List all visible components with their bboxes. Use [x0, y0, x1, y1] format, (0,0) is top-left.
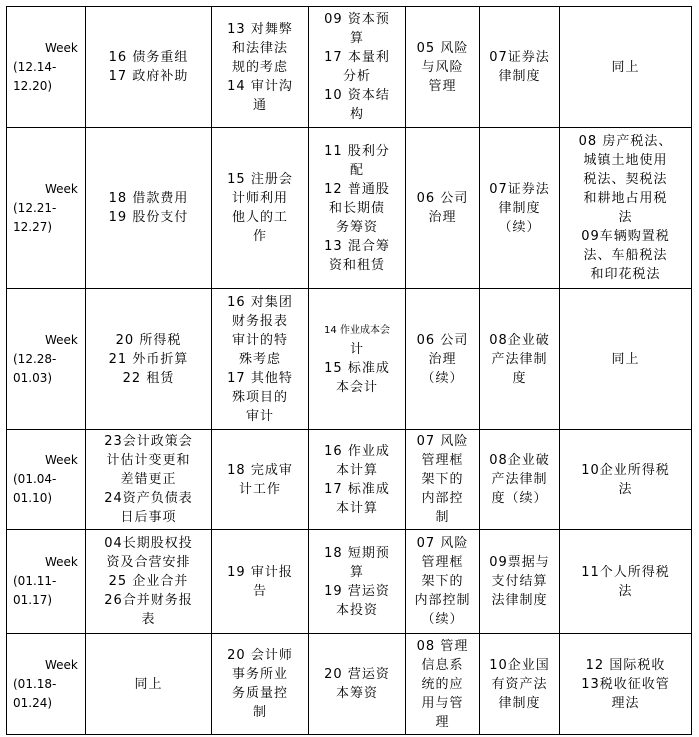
cell-financial-management — [309, 530, 406, 634]
cell-line: 财务报表 — [231, 313, 288, 329]
cell-line: 表 — [141, 612, 156, 627]
cell-accounting — [86, 289, 212, 430]
cell-line: 06 公司 — [416, 332, 469, 348]
cell-line: （续） — [498, 219, 541, 235]
cell-line: 06 公司 — [416, 191, 469, 206]
cell-line: 算 — [349, 564, 364, 580]
week-range — [13, 572, 82, 610]
cell-line: 16 对集团 — [227, 294, 293, 310]
cell-line: 05 风险 — [416, 40, 469, 56]
week-range — [13, 350, 82, 388]
cell-financial-management — [309, 7, 406, 128]
cell-line: 16 债务重组 — [108, 50, 189, 65]
cell-line: 09车辆购置税 — [581, 229, 670, 244]
cell-tax-law — [560, 430, 692, 530]
week-label: Week — [45, 453, 78, 467]
cell-line: 城镇土地使用 — [583, 153, 668, 168]
cell-line: （续） — [421, 370, 464, 386]
cell-economic-law — [480, 7, 560, 128]
cell-line: 他人的工 — [231, 210, 288, 225]
cell-strategy — [406, 128, 480, 289]
cell-line: 构 — [349, 107, 364, 122]
cell-line: 07证券法 — [489, 181, 550, 197]
cell-line: 税法、契税法 — [583, 172, 668, 187]
cell-line: 度（续） — [491, 491, 548, 506]
cell-line: 殊项目的 — [231, 389, 288, 405]
week-range-part: (12.21- — [13, 200, 57, 215]
cell-line: 15 注册会 — [227, 172, 293, 187]
cell-line: 架下的 — [421, 574, 464, 589]
cell-line: 17 其他特 — [227, 370, 293, 386]
cell-line: 17 标准成 — [324, 481, 390, 497]
cell-line: 14 审计沟 — [227, 78, 293, 94]
cell-line: 10企业国 — [489, 657, 550, 673]
cell-line: 本筹资 — [335, 686, 378, 701]
cell-line: 治理 — [428, 210, 457, 225]
week-range-part: (01.11- — [13, 574, 57, 588]
cell-line: 11 股利分 — [324, 143, 390, 159]
cell-line: 律制度 — [498, 200, 541, 216]
cell-line: 审计的特 — [231, 332, 288, 348]
week-range-part: 01.10) — [13, 491, 53, 505]
cell-economic-law — [480, 128, 560, 289]
cell-line: 审计 — [245, 408, 274, 424]
schedule-table — [6, 6, 692, 735]
cell-line: 与风险 — [421, 59, 464, 75]
cell-line: 规的考虑 — [231, 59, 288, 75]
cell-line: 务质量控 — [231, 686, 288, 701]
cell-line: 22 租赁 — [122, 370, 175, 386]
cell-line: 信息系 — [421, 657, 464, 673]
cell-line: 分析 — [342, 69, 371, 84]
cell-audit — [212, 128, 309, 289]
cell-line: 管理框 — [421, 453, 464, 468]
cell-line: 计 — [349, 342, 364, 357]
cell-economic-law — [480, 634, 560, 735]
cell-line: 08企业破 — [489, 453, 550, 468]
week-range — [13, 58, 82, 96]
cell-strategy — [406, 530, 480, 634]
cell-tax-law — [560, 634, 692, 735]
cell-line: 18 完成审 — [227, 462, 293, 478]
table-row — [7, 430, 692, 530]
week-range-part: (12.14- — [13, 59, 57, 74]
week-range — [13, 675, 82, 713]
cell-line: 19 营运资 — [324, 583, 390, 599]
cell-line: 13 混合筹 — [324, 238, 390, 254]
cell-line: 法、车船税法 — [583, 248, 668, 263]
cell-line: 日后事项 — [120, 510, 177, 525]
cell-line: 07 风险 — [416, 434, 469, 449]
cell-line: 治理 — [428, 351, 457, 367]
cell-line: 内部控 — [421, 491, 464, 506]
cell-accounting — [86, 7, 212, 128]
cell-line: 度 — [512, 370, 527, 386]
cell-line: 法律制度 — [491, 593, 548, 608]
cell-line: 20 会计师 — [227, 648, 293, 663]
cell-line: 理法 — [611, 695, 640, 711]
cell-line: 法 — [618, 481, 633, 497]
cell-line: 同上 — [611, 59, 640, 75]
cell-line: 19 股份支付 — [108, 210, 189, 225]
cell-audit — [212, 530, 309, 634]
cell-line: 算 — [349, 31, 364, 46]
cell-line: 架下的 — [421, 472, 464, 487]
cell-line: 支付结算 — [491, 574, 548, 589]
cell-line: 本计算 — [335, 500, 378, 516]
cell-financial-management — [309, 634, 406, 735]
cell-line: 04长期股权投 — [104, 536, 193, 551]
cell-line: 11个人所得税 — [581, 564, 670, 580]
cell-line: 配 — [349, 162, 364, 178]
cell-line: 法 — [618, 583, 633, 599]
cell-line: 计工作 — [238, 481, 281, 497]
cell-strategy — [406, 289, 480, 430]
week-range-part: 12.27) — [13, 219, 53, 234]
cell-line: 12 国际税收 — [585, 657, 666, 673]
cell-accounting — [86, 128, 212, 289]
week-cell — [7, 289, 86, 430]
cell-line: 13 对舞弊 — [227, 21, 293, 37]
cell-line: 09票据与 — [489, 555, 550, 570]
week-cell — [7, 530, 86, 634]
cell-line: 15 标准成 — [324, 361, 390, 376]
cell-economic-law — [480, 530, 560, 634]
cell-strategy — [406, 7, 480, 128]
cell-financial-management — [309, 430, 406, 530]
week-label: Week — [45, 181, 78, 196]
cell-tax-law — [560, 530, 692, 634]
cell-line: 计师利用 — [231, 191, 288, 206]
cell-accounting — [86, 634, 212, 735]
cell-line: 管理框 — [421, 555, 464, 570]
cell-line: 资及合营安排 — [106, 555, 191, 570]
cell-line: 10 资本结 — [324, 88, 390, 103]
week-cell — [7, 7, 86, 128]
cell-line: 事务所业 — [231, 667, 288, 682]
cell-line: 内部控制 — [414, 593, 471, 608]
cell-financial-management — [309, 128, 406, 289]
week-cell — [7, 128, 86, 289]
week-range — [13, 470, 82, 508]
week-range-part: 01.24) — [13, 695, 53, 710]
week-range-part: 12.20) — [13, 78, 53, 93]
cell-accounting — [86, 430, 212, 530]
table-row — [7, 530, 692, 634]
cell-line: 18 短期预 — [324, 545, 390, 561]
cell-line: 和印花税法 — [590, 267, 661, 282]
cell-line: 制 — [435, 510, 450, 525]
cell-line: 08 管理 — [416, 638, 469, 654]
cell-line: 产法律制 — [491, 472, 548, 487]
week-cell — [7, 430, 86, 530]
cell-tax-law — [560, 7, 692, 128]
cell-tax-law — [560, 128, 692, 289]
cell-line: 20 营运资 — [324, 667, 390, 682]
cell-line: 管理 — [428, 78, 457, 94]
cell-line: 有资产法 — [491, 676, 548, 692]
cell-line: 10企业所得税 — [581, 462, 670, 478]
cell-line: 19 审计报 — [227, 564, 293, 580]
table-row — [7, 128, 692, 289]
cell-line: 13税收征收管 — [581, 676, 670, 692]
cell-line: 计估计变更和 — [106, 453, 191, 468]
table-row — [7, 634, 692, 735]
schedule-body — [7, 7, 692, 735]
cell-line: 23会计政策会 — [104, 434, 193, 449]
week-range-part: 01.03) — [13, 370, 53, 385]
cell-line: 本计算 — [335, 462, 378, 478]
cell-line: 14 作业成本会 — [324, 325, 390, 336]
cell-strategy — [406, 430, 480, 530]
cell-accounting — [86, 530, 212, 634]
cell-line: 08 房产税法、 — [578, 134, 673, 149]
week-range-part: (01.04- — [13, 472, 57, 486]
cell-line: 通 — [252, 97, 267, 113]
cell-line: 法 — [618, 210, 633, 225]
cell-financial-management — [309, 289, 406, 430]
cell-line: 资和租赁 — [328, 257, 385, 273]
cell-line: 17 政府补助 — [108, 69, 189, 84]
week-range-part: 01.17) — [13, 593, 53, 607]
cell-economic-law — [480, 430, 560, 530]
cell-line: 用与管 — [421, 695, 464, 711]
cell-line: 16 作业成 — [324, 443, 390, 459]
week-range-part: (12.28- — [13, 351, 57, 366]
cell-line: 09 资本预 — [324, 12, 390, 27]
week-range — [13, 199, 82, 237]
cell-line: 21 外币折算 — [108, 351, 189, 367]
week-range-part: (01.18- — [13, 676, 57, 691]
week-label: Week — [45, 332, 78, 347]
cell-line: 产法律制 — [491, 351, 548, 367]
cell-line: 和法律法 — [231, 40, 288, 56]
cell-line: 07 风险 — [416, 536, 469, 551]
cell-line: 律制度 — [498, 695, 541, 711]
cell-line: 差错更正 — [120, 472, 177, 487]
cell-audit — [212, 289, 309, 430]
cell-line: 26合并财务报 — [104, 593, 193, 608]
week-label: Week — [45, 40, 78, 55]
cell-line: 本会计 — [335, 380, 378, 395]
cell-audit — [212, 634, 309, 735]
cell-line: 同上 — [134, 676, 163, 692]
cell-line: 20 所得税 — [115, 332, 182, 348]
week-label: Week — [45, 555, 78, 569]
cell-line: 和耕地占用税 — [583, 191, 668, 206]
cell-strategy — [406, 634, 480, 735]
table-row — [7, 7, 692, 128]
cell-line: 08企业破 — [489, 332, 550, 348]
cell-line: 告 — [252, 583, 267, 599]
cell-line: 律制度 — [498, 69, 541, 84]
cell-line: （续） — [421, 612, 464, 627]
week-cell — [7, 634, 86, 735]
cell-audit — [212, 430, 309, 530]
cell-line: 制 — [252, 705, 267, 720]
cell-audit — [212, 7, 309, 128]
cell-economic-law — [480, 289, 560, 430]
cell-line: 务筹资 — [335, 219, 378, 235]
table-row — [7, 289, 692, 430]
cell-line: 24资产负债表 — [104, 491, 193, 506]
cell-line: 理 — [435, 714, 450, 730]
cell-line: 07证券法 — [489, 50, 550, 65]
cell-line: 和长期债 — [328, 200, 385, 216]
cell-tax-law — [560, 289, 692, 430]
cell-line: 17 本量利 — [324, 50, 390, 65]
cell-line: 殊考虑 — [238, 351, 281, 367]
cell-line: 统的应 — [421, 676, 464, 692]
cell-line: 25 企业合并 — [108, 574, 189, 589]
cell-line: 同上 — [611, 351, 640, 367]
cell-line: 12 普通股 — [324, 181, 390, 197]
cell-line: 18 借款费用 — [108, 191, 189, 206]
cell-line: 作 — [252, 229, 267, 244]
week-label: Week — [45, 657, 78, 672]
cell-line: 本投资 — [335, 602, 378, 618]
